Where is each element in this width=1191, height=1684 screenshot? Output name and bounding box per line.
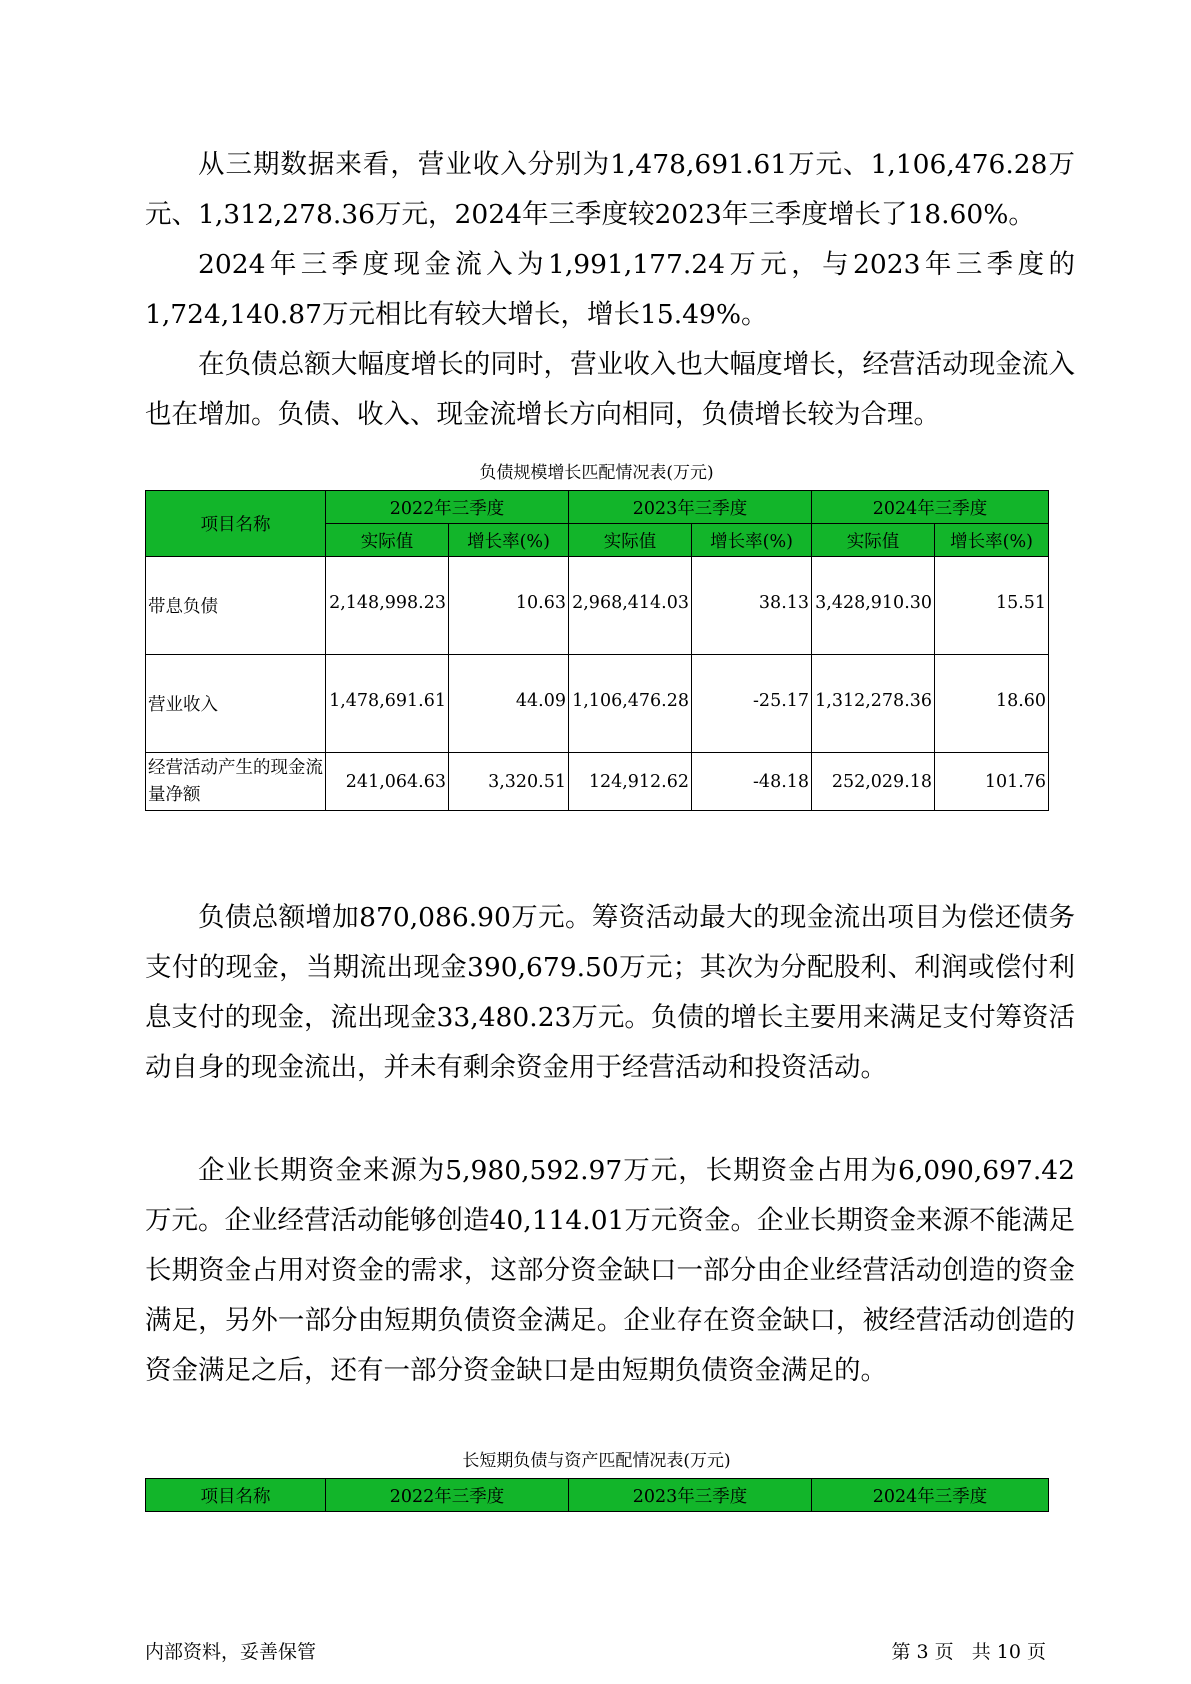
footer-page-number: 第 3 页 共 10 页 xyxy=(891,1641,1046,1663)
cell-value: 101.76 xyxy=(935,753,1049,811)
paragraph-debt-growth: 在负债总额大幅度增长的同时，营业收入也大幅度增长，经营活动现金流入也在增加。负债、收入、现金流增长方向相同，负债增长较为合理。 xyxy=(145,349,1075,430)
row-name: 带息负债 xyxy=(146,557,326,655)
cell-value: 15.51 xyxy=(935,557,1049,655)
paragraph-cash-inflow: 2024年三季度现金流入为1,991,177.24万元，与2023年三季度的1,724,140.87万元相比有较大增长，增长15.49%。 xyxy=(145,249,1075,330)
row-name: 经营活动产生的现金流量净额 xyxy=(146,753,326,811)
cell-value: 3,320.51 xyxy=(449,753,569,811)
table-row xyxy=(146,655,1049,753)
header-period: 2024年三季度 xyxy=(812,1479,1049,1512)
header-period: 2023年三季度 xyxy=(569,1479,812,1512)
table2-header-row xyxy=(146,1479,1049,1512)
header-actual: 实际值 xyxy=(326,524,449,557)
header-actual: 实际值 xyxy=(812,524,935,557)
cell-value: -48.18 xyxy=(692,753,812,811)
paragraph-revenue: 从三期数据来看，营业收入分别为1,478,691.61万元、1,106,476.28万元、1,312,278.36万元，2024年三季度较2023年三季度增长了18.60%。 xyxy=(145,149,1075,230)
header-period: 2023年三季度 xyxy=(569,491,812,524)
cell-value: 38.13 xyxy=(692,557,812,655)
cell-value: 3,428,910.30 xyxy=(812,557,935,655)
debt-growth-table xyxy=(145,490,1049,811)
header-period: 2022年三季度 xyxy=(326,1479,569,1512)
header-item-name: 项目名称 xyxy=(146,1479,326,1512)
cell-value: 1,106,476.28 xyxy=(569,655,692,753)
table-row xyxy=(146,753,1049,811)
paragraph-long-term-funds: 企业长期资金来源为5,980,592.97万元，长期资金占用为6,090,697.42万元。企业经营活动能够创造40,114.01万元资金。企业长期资金来源不能满足长期资金占用对资金的需求，这部分资金缺口一部分由企业经营活动创造的资金满足，另外一部分由短期负债资金满足。企业存在资金缺口，被经营活动创造的资金满足之后，还有一部分资金缺口是由短期负债资金满足的。 xyxy=(145,1155,1075,1386)
header-growth: 增长率(%) xyxy=(935,524,1049,557)
cell-value: 1,478,691.61 xyxy=(326,655,449,753)
header-actual: 实际值 xyxy=(569,524,692,557)
debt-asset-match-table xyxy=(145,1478,1049,1512)
table1-caption: 负债规模增长匹配情况表(万元) xyxy=(479,463,714,483)
cell-value: 252,029.18 xyxy=(812,753,935,811)
cell-value: 2,148,998.23 xyxy=(326,557,449,655)
cell-value: -25.17 xyxy=(692,655,812,753)
cell-value: 124,912.62 xyxy=(569,753,692,811)
cell-value: 18.60 xyxy=(935,655,1049,753)
cell-value: 2,968,414.03 xyxy=(569,557,692,655)
header-growth: 增长率(%) xyxy=(449,524,569,557)
cell-value: 1,312,278.36 xyxy=(812,655,935,753)
row-name: 营业收入 xyxy=(146,655,326,753)
header-period: 2022年三季度 xyxy=(326,491,569,524)
cell-value: 44.09 xyxy=(449,655,569,753)
table2-caption: 长短期负债与资产匹配情况表(万元) xyxy=(462,1451,731,1471)
header-growth: 增长率(%) xyxy=(692,524,812,557)
paragraph-debt-increase: 负债总额增加870,086.90万元。筹资活动最大的现金流出项目为偿还债务支付的现金，当期流出现金390,679.50万元；其次为分配股利、利润或偿付利息支付的现金，流出现金33,480.23万元。负债的增长主要用来满足支付筹资活动自身的现金流出，并未有剩余资金用于经营活动和投资活动。 xyxy=(145,902,1075,1083)
table-row xyxy=(146,557,1049,655)
header-item-name: 项目名称 xyxy=(146,491,326,557)
cell-value: 241,064.63 xyxy=(326,753,449,811)
footer-confidential: 内部资料，妥善保管 xyxy=(145,1641,317,1663)
cell-value: 10.63 xyxy=(449,557,569,655)
header-period: 2024年三季度 xyxy=(812,491,1049,524)
table1-header-row xyxy=(146,491,1049,524)
